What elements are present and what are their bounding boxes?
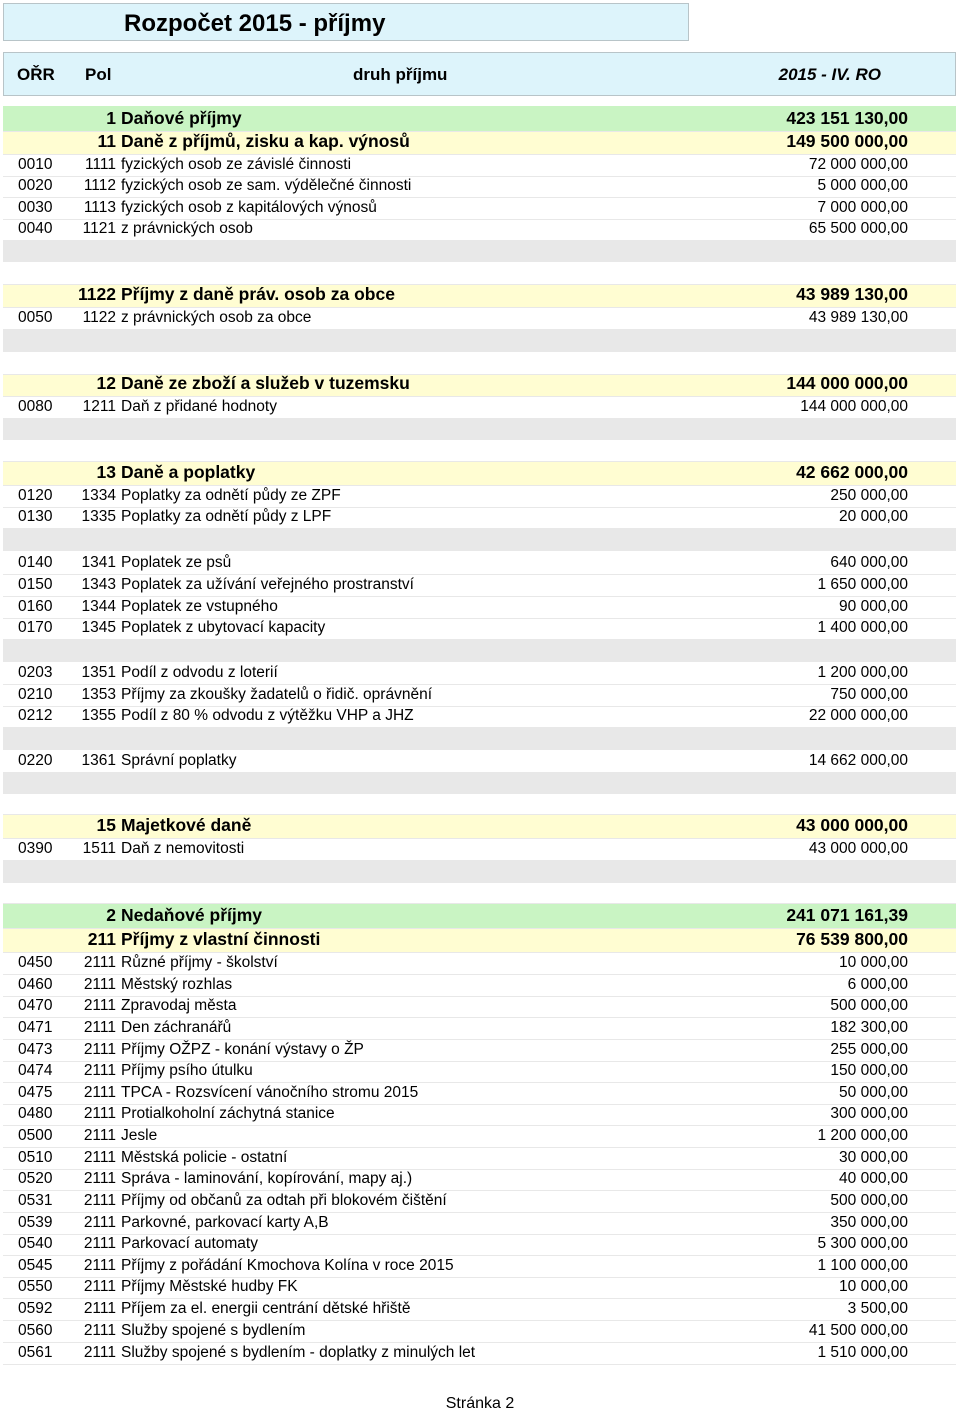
amount-cell: 5 300 000,00 — [817, 1235, 908, 1252]
pol-cell: 2111 — [83, 1149, 116, 1166]
orr-cell: 0150 — [18, 576, 53, 593]
orr-cell: 0390 — [18, 840, 53, 857]
orr-cell: 0030 — [18, 199, 53, 216]
pol-cell: 2111 — [83, 1322, 116, 1339]
name-cell: Parkovné, parkovací karty A,B — [121, 1214, 329, 1231]
amount-cell: 50 000,00 — [839, 1084, 908, 1101]
spacer-row — [3, 861, 956, 883]
table-row — [3, 685, 956, 707]
table-row — [3, 662, 956, 685]
name-cell: Daň z přidané hodnoty — [121, 398, 277, 415]
name-cell: Poplatek z ubytovací kapacity — [121, 619, 326, 636]
header-pol: Pol — [85, 65, 112, 84]
spacer-row — [3, 883, 956, 904]
table-row — [3, 1040, 956, 1062]
pol-cell: 1122 — [78, 284, 116, 304]
orr-cell: 0510 — [18, 1149, 53, 1166]
name-cell: Příjmy psího útulku — [121, 1062, 253, 1079]
spacer-row — [3, 640, 956, 662]
name-cell: z právnických osob za obce — [121, 309, 312, 326]
table-row — [3, 551, 956, 575]
amount-cell: 149 500 000,00 — [786, 131, 908, 151]
name-cell: Příjmy od občanů za odtah při blokovém čištění — [121, 1192, 447, 1209]
pol-cell: 15 — [96, 815, 116, 835]
table-row — [3, 1126, 956, 1148]
amount-cell: 22 000 000,00 — [808, 707, 908, 724]
table-row — [3, 308, 956, 330]
orr-cell: 0040 — [18, 220, 53, 237]
orr-cell: 0539 — [18, 1214, 53, 1231]
amount-cell: 255 000,00 — [830, 1041, 908, 1058]
subtotal-row — [3, 462, 956, 486]
name-cell: fyzických osob z kapitálových výnosů — [121, 199, 377, 216]
name-cell: Podíl z odvodu z loterií — [121, 664, 278, 681]
orr-cell: 0010 — [18, 156, 53, 173]
amount-cell: 90 000,00 — [839, 598, 908, 615]
amount-cell: 6 000,00 — [847, 976, 908, 993]
pol-cell: 1121 — [82, 220, 116, 237]
table-row — [3, 575, 956, 597]
orr-cell: 0080 — [18, 398, 53, 415]
pol-cell: 1353 — [81, 686, 116, 703]
orr-cell: 0140 — [18, 554, 53, 571]
name-cell: fyzických osob ze závislé činnosti — [121, 156, 352, 173]
pol-cell: 2111 — [83, 1300, 116, 1317]
orr-cell: 0480 — [18, 1105, 53, 1122]
name-cell: Den záchranářů — [121, 1019, 232, 1036]
amount-cell: 144 000 000,00 — [786, 373, 908, 393]
spacer-row — [3, 241, 956, 262]
pol-cell: 1112 — [83, 177, 116, 194]
pol-cell: 1122 — [82, 309, 116, 326]
pol-cell: 2111 — [83, 1105, 116, 1122]
name-cell: Poplatky za odnětí půdy ze ZPF — [121, 487, 341, 504]
amount-cell: 1 200 000,00 — [817, 1127, 908, 1144]
table-row — [3, 1062, 956, 1083]
orr-cell: 0120 — [18, 487, 53, 504]
name-cell: TPCA - Rozsvícení vánočního stromu 2015 — [121, 1084, 419, 1101]
pol-cell: 1341 — [81, 554, 116, 571]
orr-cell: 0470 — [18, 997, 53, 1014]
name-cell: Jesle — [121, 1127, 158, 1144]
pol-cell: 2111 — [83, 1019, 116, 1036]
amount-cell: 1 650 000,00 — [817, 576, 908, 593]
pol-cell: 13 — [96, 462, 116, 482]
name-cell: Správní poplatky — [121, 752, 237, 769]
table-row — [3, 750, 956, 773]
orr-cell: 0500 — [18, 1127, 53, 1144]
amount-cell: 500 000,00 — [830, 997, 908, 1014]
pol-cell: 2111 — [83, 1084, 116, 1101]
pol-cell: 1113 — [83, 199, 116, 216]
pol-cell: 1345 — [81, 619, 116, 636]
amount-cell: 30 000,00 — [839, 1149, 908, 1166]
name-cell: Příjmy z pořádání Kmochova Kolína v roce 2015 — [121, 1257, 454, 1274]
table-row — [3, 508, 956, 529]
orr-cell: 0561 — [18, 1344, 53, 1361]
orr-cell: 0540 — [18, 1235, 53, 1252]
pol-cell: 11 — [97, 131, 116, 151]
orr-cell: 0592 — [18, 1300, 53, 1317]
table-row — [3, 1321, 956, 1343]
name-cell: Příjmy Městské hudby FK — [121, 1278, 298, 1295]
pol-cell: 1334 — [81, 487, 116, 504]
table-row — [3, 953, 956, 975]
table-row — [3, 1343, 956, 1365]
amount-cell: 300 000,00 — [830, 1105, 908, 1122]
name-cell: Služby spojené s bydlením — [121, 1322, 306, 1339]
amount-cell: 42 662 000,00 — [796, 462, 908, 482]
name-cell: Příjem za el. energii centrání dětské hřiště — [121, 1300, 411, 1317]
name-cell: Městská policie - ostatní — [121, 1149, 288, 1166]
header-ro: 2015 - IV. RO — [778, 65, 881, 84]
pol-cell: 2111 — [83, 1344, 116, 1361]
subtotal-row — [3, 815, 956, 839]
pol-cell: 1111 — [84, 156, 116, 173]
table-row — [3, 619, 956, 640]
orr-cell: 0160 — [18, 598, 53, 615]
amount-cell: 750 000,00 — [830, 686, 908, 703]
pol-cell: 2111 — [83, 1214, 116, 1231]
amount-cell: 43 989 130,00 — [808, 309, 908, 326]
name-cell: fyzických osob ze sam. výdělečné činnosti — [121, 177, 412, 194]
spacer-row — [3, 419, 956, 440]
spacer-row — [3, 330, 956, 352]
name-cell: Daně ze zboží a služeb v tuzemsku — [121, 373, 410, 393]
pol-cell: 1361 — [81, 752, 116, 769]
name-cell: Protialkoholní záchytná stanice — [121, 1105, 335, 1122]
pol-cell: 1335 — [81, 508, 116, 525]
spacer-row — [3, 529, 956, 551]
amount-cell: 43 989 130,00 — [796, 284, 908, 304]
amount-cell: 150 000,00 — [830, 1062, 908, 1079]
pol-cell: 2 — [106, 905, 116, 925]
amount-cell: 76 539 800,00 — [796, 929, 908, 949]
pol-cell: 1343 — [81, 576, 116, 593]
name-cell: Poplatek ze vstupného — [121, 598, 278, 615]
orr-cell: 0130 — [18, 508, 53, 525]
table-row — [3, 1170, 956, 1191]
orr-cell: 0473 — [18, 1041, 53, 1058]
title-banner — [3, 3, 689, 41]
name-cell: Daňové příjmy — [121, 108, 242, 128]
amount-cell: 350 000,00 — [830, 1214, 908, 1231]
spacer-row — [3, 352, 956, 375]
amount-cell: 72 000 000,00 — [808, 156, 908, 173]
page-title: Rozpočet 2015 - příjmy — [124, 10, 386, 37]
orr-cell: 0531 — [18, 1192, 53, 1209]
pol-cell: 211 — [87, 929, 116, 949]
table-row — [3, 1105, 956, 1126]
orr-cell: 0050 — [18, 309, 53, 326]
table-row — [3, 177, 956, 198]
amount-cell: 3 500,00 — [847, 1300, 908, 1317]
table-row — [3, 1191, 956, 1213]
table-row — [3, 1256, 956, 1278]
name-cell: Příjmy z daně práv. osob za obce — [121, 284, 395, 304]
amount-cell: 144 000 000,00 — [800, 398, 908, 415]
amount-cell: 14 662 000,00 — [808, 752, 908, 769]
table-row — [3, 155, 956, 177]
name-cell: Poplatek ze psů — [121, 554, 232, 571]
pol-cell: 2111 — [83, 1127, 116, 1144]
budget-table — [3, 106, 956, 1365]
pol-cell: 2111 — [83, 1041, 116, 1058]
orr-cell: 0545 — [18, 1257, 53, 1274]
orr-cell: 0520 — [18, 1170, 53, 1187]
spacer-row — [3, 794, 956, 815]
amount-cell: 1 510 000,00 — [817, 1344, 908, 1361]
pol-cell: 2111 — [83, 1235, 116, 1252]
table-row — [3, 198, 956, 220]
table-row — [3, 1278, 956, 1299]
orr-cell: 0471 — [18, 1019, 53, 1036]
spacer-row — [3, 773, 956, 794]
table-row — [3, 486, 956, 508]
name-cell: Příjmy z vlastní činnosti — [121, 929, 321, 949]
amount-cell: 43 000 000,00 — [808, 840, 908, 857]
page-footer: Stránka 2 — [445, 1395, 515, 1412]
amount-cell: 20 000,00 — [839, 508, 908, 525]
amount-cell: 423 151 130,00 — [786, 108, 908, 128]
table-row — [3, 1018, 956, 1040]
header-orr: OŘR — [17, 65, 55, 84]
table-row — [3, 1235, 956, 1256]
amount-cell: 250 000,00 — [830, 487, 908, 504]
amount-cell: 1 200 000,00 — [817, 664, 908, 681]
amount-cell: 43 000 000,00 — [796, 815, 908, 835]
orr-cell: 0210 — [18, 686, 53, 703]
table-row — [3, 1299, 956, 1321]
amount-cell: 10 000,00 — [839, 954, 908, 971]
orr-cell: 0170 — [18, 619, 53, 636]
name-cell: Příjmy za zkoušky žadatelů o řidič. oprávnění — [121, 686, 432, 703]
name-cell: Městský rozhlas — [121, 976, 233, 993]
orr-cell: 0460 — [18, 976, 53, 993]
pol-cell: 2111 — [83, 976, 116, 993]
amount-cell: 182 300,00 — [830, 1019, 908, 1036]
pol-cell: 1211 — [82, 398, 116, 415]
name-cell: Poplatky za odnětí půdy z LPF — [121, 508, 332, 525]
name-cell: Parkovací automaty — [121, 1235, 258, 1252]
name-cell: Zpravodaj města — [121, 997, 237, 1014]
subtotal-row — [3, 132, 956, 155]
pol-cell: 2111 — [83, 954, 116, 971]
header-druh: druh příjmu — [353, 65, 448, 84]
orr-cell: 0220 — [18, 752, 53, 769]
pol-cell: 2111 — [83, 1192, 116, 1209]
orr-cell: 0020 — [18, 177, 53, 194]
amount-cell: 41 500 000,00 — [808, 1322, 908, 1339]
table-row — [3, 997, 956, 1018]
spacer-row — [3, 262, 956, 285]
name-cell: Daň z nemovitosti — [121, 840, 245, 857]
orr-cell: 0474 — [18, 1062, 53, 1079]
amount-cell: 500 000,00 — [830, 1192, 908, 1209]
spacer-row — [3, 440, 956, 462]
name-cell: Majetkové daně — [121, 815, 252, 835]
amount-cell: 640 000,00 — [830, 554, 908, 571]
pol-cell: 2111 — [83, 1062, 116, 1079]
table-row — [3, 839, 956, 861]
name-cell: Různé příjmy - školství — [121, 954, 278, 971]
orr-cell: 0475 — [18, 1084, 53, 1101]
table-row — [3, 220, 956, 241]
subtotal-row — [3, 929, 956, 953]
name-cell: Podíl z 80 % odvodu z výtěžku VHP a JHZ — [121, 707, 414, 724]
table-row — [3, 707, 956, 728]
name-cell: Poplatek za užívání veřejného prostranství — [121, 576, 414, 593]
amount-cell: 1 400 000,00 — [817, 619, 908, 636]
pol-cell: 1355 — [81, 707, 116, 724]
pol-cell: 1 — [106, 108, 116, 128]
orr-cell: 0560 — [18, 1322, 53, 1339]
pol-cell: 2111 — [83, 997, 116, 1014]
orr-cell: 0212 — [18, 707, 53, 724]
spacer-row — [3, 728, 956, 750]
amount-cell: 65 500 000,00 — [808, 220, 908, 237]
subtotal-row — [3, 106, 956, 132]
table-row — [3, 397, 956, 419]
orr-cell: 0203 — [18, 664, 53, 681]
table-row — [3, 975, 956, 997]
name-cell: Daně z příjmů, zisku a kap. výnosů — [121, 131, 410, 151]
name-cell: Správa - laminování, kopírování, mapy aj.) — [121, 1170, 413, 1187]
name-cell: Daně a poplatky — [121, 462, 256, 482]
subtotal-row — [3, 285, 956, 308]
name-cell: z právnických osob — [121, 220, 253, 237]
amount-cell: 10 000,00 — [839, 1278, 908, 1295]
name-cell: Nedaňové příjmy — [121, 905, 263, 925]
amount-cell: 241 071 161,39 — [786, 905, 908, 925]
table-row — [3, 1213, 956, 1235]
pol-cell: 2111 — [83, 1170, 116, 1187]
amount-cell: 5 000 000,00 — [817, 177, 908, 194]
amount-cell: 1 100 000,00 — [817, 1257, 908, 1274]
name-cell: Služby spojené s bydlením - doplatky z minulých let — [121, 1344, 476, 1361]
subtotal-row — [3, 375, 956, 397]
pol-cell: 2111 — [83, 1257, 116, 1274]
pol-cell: 2111 — [83, 1278, 116, 1295]
table-row — [3, 1148, 956, 1170]
name-cell: Příjmy OŽPZ - konání výstavy o ŽP — [121, 1041, 364, 1058]
table-row — [3, 597, 956, 619]
table-row — [3, 1083, 956, 1105]
pol-cell: 12 — [96, 373, 116, 393]
pol-cell: 1511 — [82, 840, 116, 857]
table-header — [3, 52, 956, 96]
subtotal-row — [3, 904, 956, 929]
orr-cell: 0450 — [18, 954, 53, 971]
amount-cell: 40 000,00 — [839, 1170, 908, 1187]
orr-cell: 0550 — [18, 1278, 53, 1295]
pol-cell: 1351 — [81, 664, 116, 681]
pol-cell: 1344 — [81, 598, 116, 615]
amount-cell: 7 000 000,00 — [817, 199, 908, 216]
